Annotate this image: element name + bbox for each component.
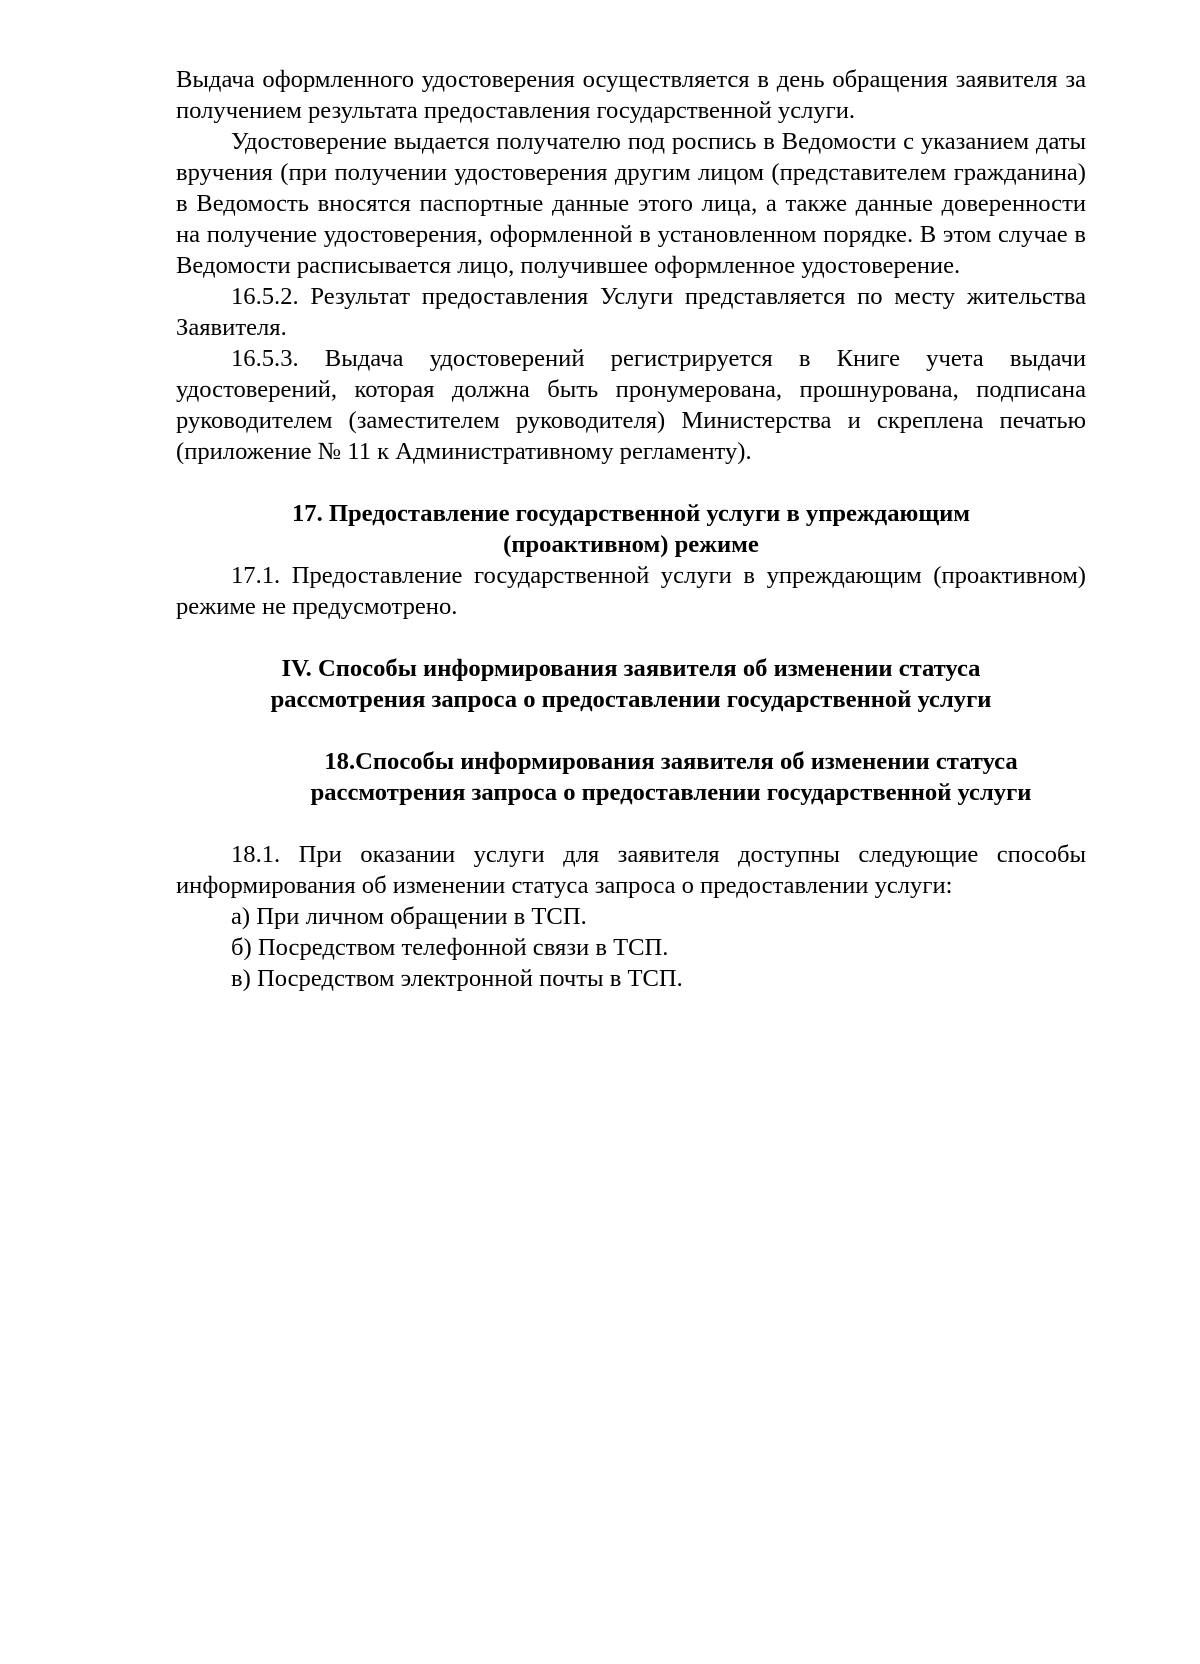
- paragraph-certificate-signature: Удостоверение выдается получателю под роспись в Ведомости с указанием даты вручения (при получении удостоверения другим лицом (представителем гражданина) в Ведомость вносятся паспортные данные этого лица, а также данные доверенности на получение удостоверения, оформленной в установленном порядке. В этом случае в Ведомости расписывается лицо, получившее оформленное удостоверение.: [176, 128, 1086, 279]
- chapter-iv-heading-line-1: IV. Способы информирования заявителя об изменении статуса: [281, 655, 981, 682]
- list-item: а) При личном обращении в ТСП.: [231, 903, 587, 930]
- chapter-iv-heading-line-2: рассмотрения запроса о предоставлении государственной услуги: [270, 686, 992, 713]
- section-17-heading-line-2: (проактивном) режиме: [503, 531, 759, 558]
- section-18-heading-line-1: 18.Способы информирования заявителя об изменении статуса: [324, 748, 1018, 775]
- section-17-heading-line-1: 17. Предоставление государственной услуги в упреждающим: [291, 500, 971, 527]
- paragraph-16-5-3: 16.5.3. Выдача удостоверений регистрируется в Книге учета выдачи удостоверений, которая должна быть пронумерована, прошнурована, подписана руководителем (заместителем руководителя) Министерства и скреплена печатью (приложение № 11 к Административному регламенту).: [176, 345, 1086, 465]
- section-18-heading: [176, 746, 1086, 808]
- paragraph-issuance: Выдача оформленного удостоверения осуществляется в день обращения заявителя за получением результата предоставления государственной услуги.: [176, 66, 1086, 124]
- spacer: [176, 715, 1086, 746]
- spacer: [176, 622, 1086, 653]
- chapter-iv-heading: [176, 653, 1086, 715]
- spacer: [176, 808, 1086, 839]
- list-item: б) Посредством телефонной связи в ТСП.: [231, 934, 669, 961]
- paragraph-17-1: 17.1. Предоставление государственной услуги в упреждающим (проактивном) режиме не предусмотрено.: [176, 562, 1086, 620]
- section-18-heading-line-2: рассмотрения запроса о предоставлении государственной услуги: [310, 779, 1032, 806]
- paragraph-16-5-2: 16.5.2. Результат предоставления Услуги представляется по месту жительства Заявителя.: [176, 283, 1086, 341]
- spacer: [176, 467, 1086, 498]
- document-page: [176, 64, 1086, 994]
- list-item: в) Посредством электронной почты в ТСП.: [231, 965, 683, 992]
- section-17-heading: [176, 498, 1086, 560]
- paragraph-18-1: 18.1. При оказании услуги для заявителя доступны следующие способы информирования об изменении статуса запроса о предоставлении услуги:: [176, 841, 1086, 899]
